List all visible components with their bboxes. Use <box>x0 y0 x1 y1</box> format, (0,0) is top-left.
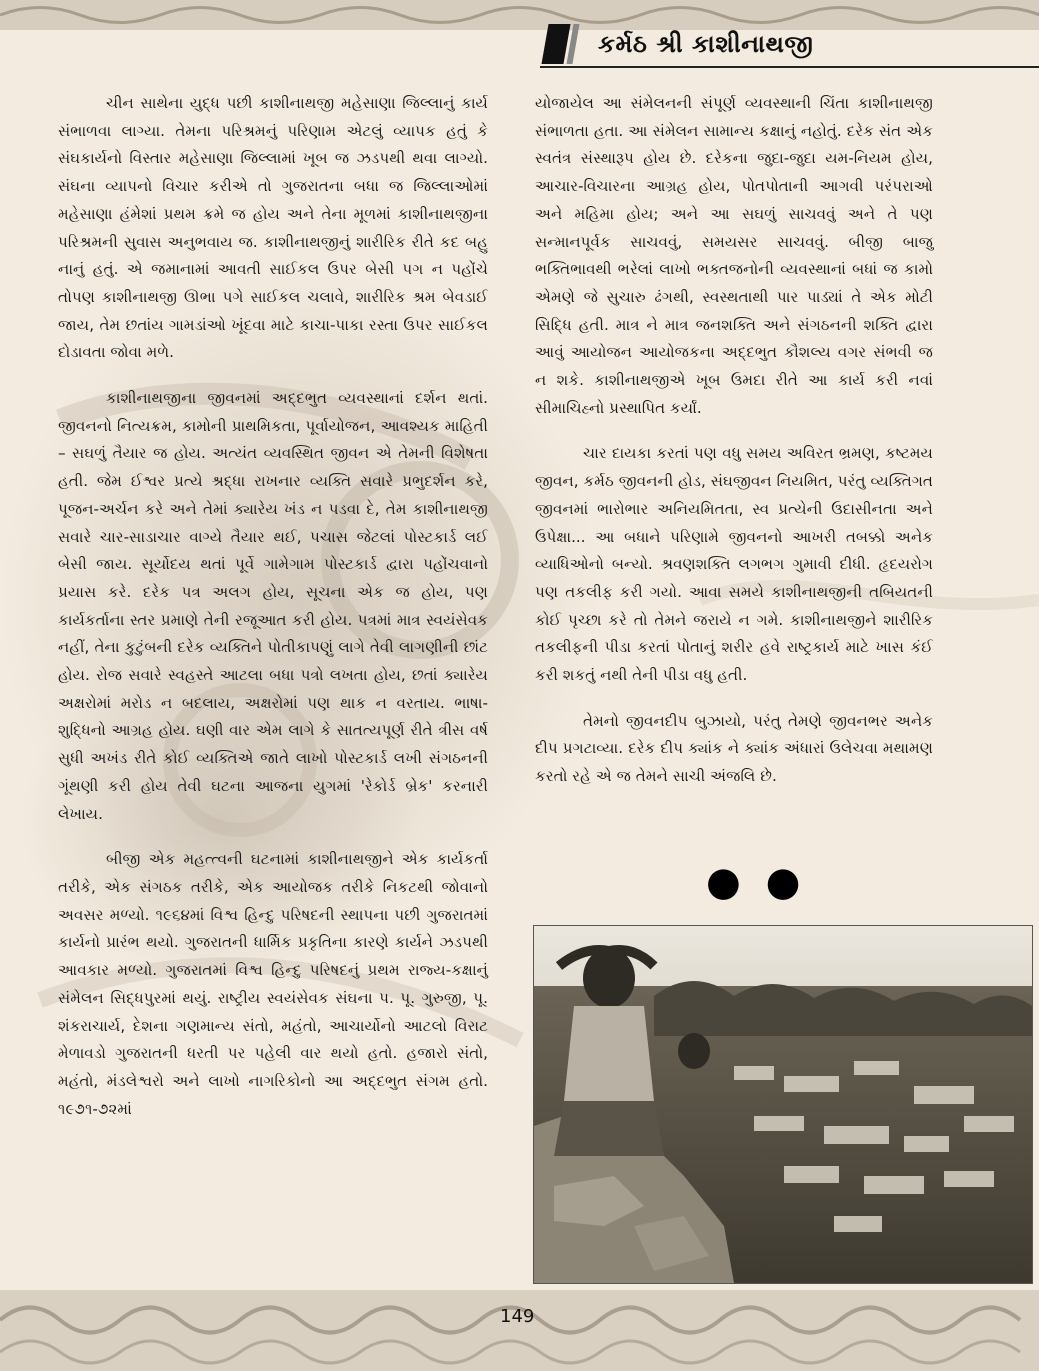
paragraph: તેમનો જીવનદીપ બુઝાયો, પરંતુ તેમણે જીવનભર અનેક દીપ પ્રગટાવ્યા. દરેક દીપ ક્યાંક ને ક્યાંક અંધારાં ઉલેચવા મથામણ કરતો રહે એ જ તેમને સાચી અંજલિ છે. <box>535 711 933 786</box>
paragraph: બીજી એક મહત્ત્વની ઘટનામાં કાશીનાથજીને એક કાર્યકર્તા તરીકે, એક સંગઠક તરીકે, એક આયોજક તરીકે નિકટથી જોવાનો અવસર મળ્યો. ૧૯૬૪માં વિશ્વ હિન્દુ પરિષદની સ્થાપના પછી ગુજરાતમાં કાર્યનો પ્રારંભ થયો. ગુજરાતની ધાર્મિક પ્રકૃતિના કારણે કાર્યને ઝડપથી આવકાર મળ્યો. ગુજરાતમાં વિશ્વ હિન્દુ પરિષદનું પ્રથમ રાજ્ય-કક્ષાનું સંમેલન સિદ્ધપુરમાં થયું. રાષ્ટ્રીય સ્વયંસેવક સંઘના પ. પૂ. ગુરુજી, પૂ. શંકરાચાર્ય, દેશના ગણમાન્ય સંતો, મહંતો, આચાર્યોનો આટલો વિરાટ મેળાવડો ગુજરાતની ધરતી પર પહેલી વાર થયો હતો. હજારો સંતો, મહંતો, મંડલેશ્વરો અને લાખો નાગરિકોનો આ અદ્દભુત સંગમ હતો. ૧૯૭૧-૭૨માં <box>58 850 488 1118</box>
section-title: કર્મઠ શ્રી કાશીનાથજી <box>598 30 814 58</box>
page-number: 149 <box>500 1306 535 1327</box>
crowd-photograph <box>533 925 1033 1284</box>
paragraph: યોજાયેલ આ સંમેલનની સંપૂર્ણ વ્યવસ્થાની ચિંતા કાશીનાથજી સંભાળતા હતા. આ સંમેલન સામાન્ય કક્ષાનું નહોતું. દરેક સંત એક સ્વતંત્ર સંસ્થારૂપ હોય છે. દરેકના જુદા-જુદા યમ-નિયમ હોય, આચાર-વિચારના આગ્રહ હોય, પોતપોતાની આગવી પરંપરાઓ અને મહિમા હોય; અને આ સઘળું સાચવવું અને તે પણ સન્માનપૂર્વક સાચવવું, સમયસર સાચવવું. બીજી બાજુ ભક્તિભાવથી ભરેલાં લાખો ભક્તજનોની વ્યવસ્થાનાં બધાં જ કામો એમણે જે સુચારુ ઢંગથી, સ્વસ્થતાથી પાર પાડ્યાં તે એક મોટી સિદ્ધિ હતી. માત્ર ને માત્ર જનશક્તિ અને સંગઠનની શક્તિ દ્વારા આવું આયોજન આયોજકના અદ્દભુત કૌશલ્ય વગર સંભવી જ ન શકે. કાશીનાથજીએ ખૂબ ઉમદા રીતે આ કાર્ય કરી નવાં સીમાચિહ્નો પ્રસ્થાપિત કર્યાં. <box>535 94 933 417</box>
right-text-column <box>535 90 933 809</box>
section-separator: ● ● <box>706 859 807 905</box>
paragraph: ચાર દાયકા કરતાં પણ વધુ સમય અવિરત ભ્રમણ, કષ્ટમય જીવન, કર્મઠ જીવનની હોડ, સંઘજીવન નિયમિત, પરંતુ વ્યક્તિગત જીવનમાં ભારોભાર અનિયમિતતા, સ્વ પ્રત્યેની ઉદાસીનતા અને ઉપેક્ષા... આ બધાને પરિણામે જીવનનો આખરી તબક્કો અનેક વ્યાધિઓનો બન્યો. શ્રવણશક્તિ લગભગ ગુમાવી દીધી. હૃદયરોગ પણ તકલીફ કરી ગયો. આવા સમયે કાશીનાથજીની તબિયતની કોઈ પૃચ્છા કરે તો તેમને જરાયે ન ગમે. કાશીનાથજીને શારીરિક તકલીફની પીડા કરતાં પોતાનું શરીર હવે રાષ્ટ્રકાર્ય માટે ખાસ કંઈ કરી શકતું નથી તેની પીડા વધુ હતી. <box>535 444 933 685</box>
paragraph: ચીન સાથેના યુદ્ધ પછી કાશીનાથજી મહેસાણા જિલ્લાનું કાર્ય સંભાળવા લાગ્યા. તેમના પરિશ્રમનું પરિણામ એટલું વ્યાપક હતું કે સંઘકાર્યનો વિસ્તાર મહેસાણા જિલ્લામાં ખૂબ જ ઝડપથી થવા લાગ્યો. સંઘના વ્યાપનો વિચાર કરીએ તો ગુજરાતના બધા જ જિલ્લાઓમાં મહેસાણા હંમેશાં પ્રથમ ક્રમે જ હોય અને તેના મૂળમાં કાશીનાથજીના પરિશ્રમની સુવાસ અનુભવાય જ. કાશીનાથજીનું શારીરિક રીતે કદ બહુ નાનું હતું. એ જમાનામાં આવતી સાઈકલ ઉપર બેસી પગ ન પહોંચે તોપણ કાશીનાથજી ઊભા પગે સાઈકલ ચલાવે, શારીરિક શ્રમ બેવડાઈ જાય, તેમ છતાંય ગામડાંઓ ખૂંદવા માટે કાચા-પાકા રસ્તા ઉપર સાઈકલ દોડાવતા જોવા મળે. <box>58 94 488 362</box>
paragraph: કાશીનાથજીના જીવનમાં અદ્દભુત વ્યવસ્થાનાં દર્શન થતાં. જીવનનો નિત્યક્રમ, કામોની પ્રાથમિકતા, પૂર્વાયોજન, આવશ્યક માહિતી – સઘળું તૈયાર જ હોય. અત્યંત વ્યવસ્થિત જીવન એ તેમની વિશેષતા હતી. જેમ ઈશ્વર પ્રત્યે શ્રદ્ધા રાખનાર વ્યક્તિ સવારે પ્રભુદર્શન કરે, પૂજન-અર્ચન કરે અને તેમાં ક્યારેય ખંડ ન પડવા દે, તેમ કાશીનાથજી સવારે ચાર-સાડાચાર વાગ્યે તૈયાર થઈ, પચાસ જેટલાં પોસ્ટકાર્ડ લઈ બેસી જાય. સૂર્યોદય થતાં પૂર્વે ગામેગામ પોસ્ટકાર્ડ દ્વારા પહોંચવાનો પ્રયાસ કરે. દરેક પત્ર અલગ હોય, સૂચના એક જ હોય, પણ કાર્યકર્તાના સ્તર પ્રમાણે તેની રજૂઆત કરી હોય. પત્રમાં માત્ર સ્વયંસેવક નહીં, તેના કુટુંબની દરેક વ્યક્તિને પોતીકાપણું લાગે તેવી લાગણીની છાંટ હોય. રોજ સવારે સ્વહસ્તે આટલા બધા પત્રો લખતા હોય, છતાં ક્યારેય અક્ષરોમાં મરોડ ન બદલાય, અક્ષરોમાં પણ થાક ન વરતાય. ભાષા-શુદ્ધિનો આગ્રહ હોય. ઘણી વાર એમ લાગે કે સાતત્યપૂર્ણ રીતે ત્રીસ વર્ષ સુધી અખંડ રીતે કોઈ વ્યક્તિએ જાતે લાખો પોસ્ટકાર્ડ લખી સંગઠનની ગૂંથણી કરી હોય તેવી ઘટના આજના યુગમાં 'રેકોર્ડ બ્રેક' કરનારી લેખાય. <box>58 389 488 823</box>
section-header <box>538 20 1039 68</box>
left-text-column <box>58 90 488 1141</box>
